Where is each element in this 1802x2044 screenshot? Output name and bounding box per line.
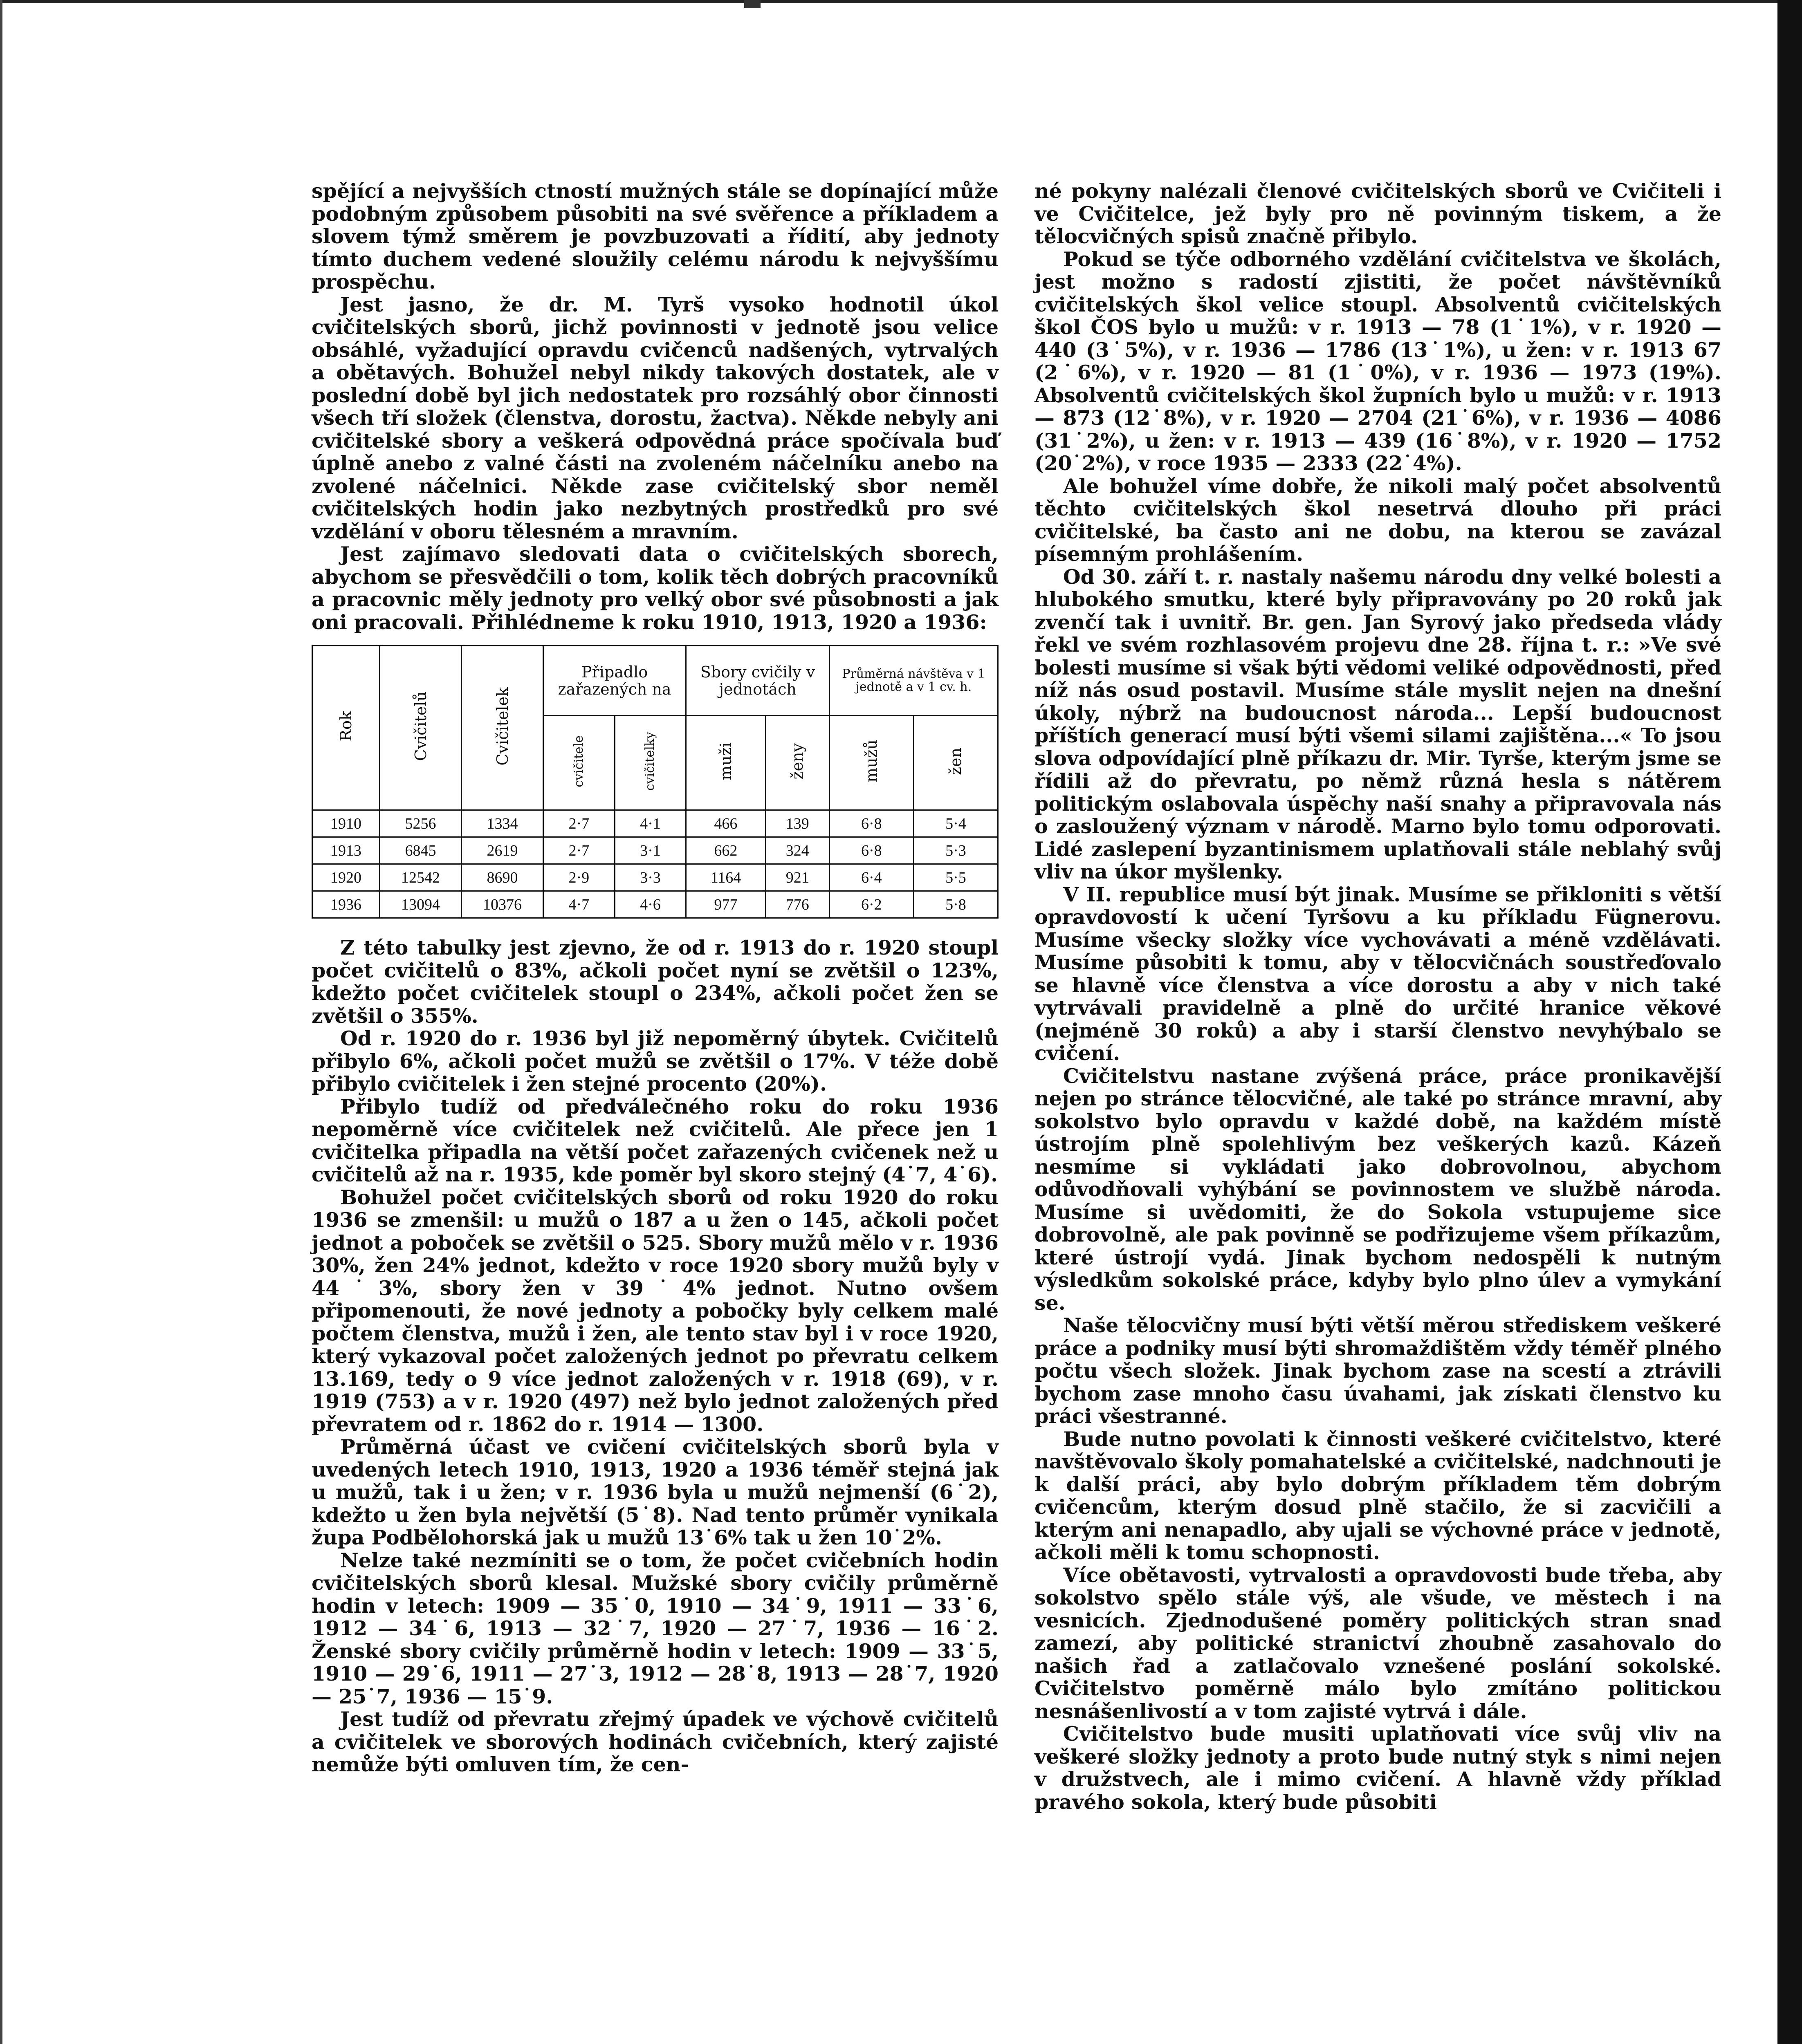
statistics-table-wrapper	[312, 645, 999, 919]
paragraph: Od 30. září t. r. nastaly našemu národu dny velké bolesti a hlubokého smutku, které byly připravovány po 20 roků jak zvenčí tak i uvnitř. Br. gen. Jan Syrový jako předseda vlády řekl ve svém rozhlasovém projevu dne 28. října t. r.: »Ve své bolesti musíme si však býti vědomi veliké odpovědnosti, před níž nás osud postavil. Musíme stále myslit nejen na dnešní úkoly, nýbrž na budoucnost národa... Lepší budoucnost příštích generací musí býti všemi silami zajištěna...« To jsou slova odpovídající plně příkazu dr. Mir. Tyrše, kterým jsme se řídili až do převratu, po němž různá hesla s nátěrem politickým oslabovala úspěchy naší snahy a připravovala nás o zasloužený význam v národě. Marno bylo tomu odporovati. Lidé zaslepení byzantinismem uplatňovali stále neblahý svůj vliv na úkor myšlenky.	[1035, 565, 1721, 883]
table-cell: 6·4	[829, 864, 913, 891]
header-zeny: ženy	[765, 716, 829, 810]
scan-mark	[744, 0, 761, 8]
table-cell: 4·7	[543, 891, 615, 918]
table-cell: 5·5	[913, 864, 998, 891]
header-sbory: Sbory cvičily v jednotách	[686, 646, 830, 716]
table-cell: 2·7	[543, 837, 615, 864]
paragraph: Přibylo tudíž od předválečného roku do roku 1936 nepoměrně více cvičitelek než cvičitelů. Ale přece jen 1 cvičitelka připadla na větší počet zařazených cvičenek než u cvičitelů až na r. 1935, kde poměr byl skoro stejný (4˙7, 4˙6).	[312, 1094, 999, 1186]
paragraph: Nelze také nezmíniti se o tom, že počet cvičebních hodin cvičitelských sborů klesal. Mužské sbory cvičily průměrně hodin v letech: 1909 — 35˙0, 1910 — 34˙9, 1911 — 33˙6, 1912 — 34˙6, 1913 — 32˙7, 1920 — 27˙7, 1936 — 16˙2. Ženské sbory cvičily průměrně hodin v letech: 1909 — 33˙5, 1910 — 29˙6, 1911 — 27˙3, 1912 — 28˙8, 1913 — 28˙7, 1920 — 25˙7, 1936 — 15˙9.	[312, 1548, 999, 1708]
paragraph: Bohužel počet cvičitelských sborů od roku 1920 do roku 1936 se zmenšil: u mužů o 187 a u žen o 145, ačkoli počet jednot a poboček se zvětšil o 525. Sbory mužů mělo v r. 1936 30%, žen 24% jednot, kdežto v roce 1920 sbory mužů byly v 44˙3%, sbory žen v 39˙4% jednot. Nutno ovšem připomenouti, že nové jednoty a pobočky byly celkem malé počtem členstva, mužů i žen, ale tento stav byl i v roce 1920, který vykazoval počet založených jednot po převratu celkem 13.169, tedy o 9 více jednot založených v r. 1918 (69), v r. 1919 (753) a v r. 1920 (497) než bylo jednot založených před převratem od r. 1862 do r. 1914 — 1300.	[312, 1185, 999, 1436]
table-cell: 977	[686, 891, 765, 918]
table-cell: 921	[765, 864, 829, 891]
table-cell: 1920	[312, 864, 380, 891]
table-row	[312, 891, 998, 918]
paragraph: Jest tudíž od převratu zřejmý úpadek ve výchově cvičitelů a cvičitelek ve sborových hodinách cvičebních, který zajisté nemůže býti omluven tím, že cen-	[312, 1707, 999, 1776]
paragraph: Pokud se týče odborného vzdělání cvičitelstva ve školách, jest možno s radostí zjistiti, že počet návštěvníků cvičitelských škol velice stoupl. Absolventů cvičitelských škol ČOS bylo u mužů: v r. 1913 — 78 (1˙1%), v r. 1920 — 440 (3˙5%), v r. 1936 — 1786 (13˙1%), u žen: v r. 1913 67 (2˙6%), v r. 1920 — 81 (1˙0%), v r. 1936 — 1973 (19%). Absolventů cvičitelských škol župních bylo u mužů: v r. 1913 — 873 (12˙8%), v r. 1920 — 2704 (21˙6%), v r. 1936 — 4086 (31˙2%), u žen: v r. 1913 — 439 (16˙8%), v r. 1920 — 1752 (20˙2%), v roce 1935 — 2333 (22˙4%).	[1035, 247, 1721, 475]
table-cell: 466	[686, 810, 765, 837]
paragraph: Jest zajímavo sledovati data o cvičitelských sborech, abychom se přesvědčili o tom, kolik těch dobrých pracovníků a pracovnic měly jednoty pro velký obor své působnosti a jak oni pracovali. Přihlédneme k roku 1910, 1913, 1920 a 1936:	[312, 542, 999, 634]
table-cell: 6845	[380, 837, 462, 864]
table-cell: 1936	[312, 891, 380, 918]
table-cell: 3·1	[615, 837, 686, 864]
table-cell: 5·8	[913, 891, 998, 918]
header-cvicitele: cvičitele	[543, 716, 615, 810]
table-cell: 776	[765, 891, 829, 918]
paragraph: Průměrná účast ve cvičení cvičitelských sborů byla v uvedených letech 1910, 1913, 1920 a 1936 téměř stejná jak u mužů, tak i u žen; v r. 1936 byla u mužů nejmenší (6˙2), kdežto u žen byla největší (5˙8). Nad tento průměr vynikala župa Podbělohorská jak u mužů 13˙6% tak u žen 10˙2%.	[312, 1435, 999, 1549]
paragraph: V II. republice musí být jinak. Musíme se přikloniti s větší opravdovostí k učení Tyršovu a ku příkladu Fügnerovu. Musíme všecky složky více vychovávati a méně vzdělávati. Musíme působiti k tomu, aby v tělocvičnách soustřeďovalo se hlavně více členstva a více dorostu a aby v nich také vytrvávali pravidelně a plně do určité hranice věkové (nejméně 30 roků) a aby i starší členstvo nevyhýbalo se cvičení.	[1035, 882, 1721, 1065]
header-prumerna: Průměrná návštěva v 1 jednotě a v 1 cv. h.	[829, 646, 998, 716]
scan-border-left	[0, 0, 2, 2044]
table-cell: 5·3	[913, 837, 998, 864]
table-cell: 8690	[462, 864, 543, 891]
table-cell: 2619	[462, 837, 543, 864]
table-cell: 139	[765, 810, 829, 837]
paragraph: spějící a nejvyšších ctností mužných stále se dopínající může podobným způsobem působiti na své svěřence a příkladem a slovem týmž směrem je povzbuzovati a řídití, aby jednoty tímto duchem vedené sloužily celému národu k nejvyššímu prospěchu.	[312, 179, 999, 294]
table-cell: 6·8	[829, 837, 913, 864]
table-cell: 1910	[312, 810, 380, 837]
table-row	[312, 864, 998, 891]
right-column	[1035, 180, 1721, 1813]
paragraph: Více obětavosti, vytrvalosti a opravdovosti bude třeba, aby sokolstvo spělo stále výš, ale všude, ve městech i na vesnicích. Zjednodušené poměry politických stran snad zamezí, aby politické stranictví zhoubně zasahovalo do našich řad a zatlačovalo vznešené poslání sokolské. Cvičitelstvo poměrně málo bylo zmítáno politickou nesnášenlivostí a v tom zajisté vytrvá i dále.	[1035, 1563, 1721, 1723]
table-cell: 5256	[380, 810, 462, 837]
table-cell: 4·6	[615, 891, 686, 918]
header-cvicitelek: Cvičitelek	[462, 646, 543, 810]
table-cell: 1334	[462, 810, 543, 837]
header-cvicitelu: Cvičitelů	[380, 646, 462, 810]
header-muzu: mužů	[829, 716, 913, 810]
scan-border-right	[1777, 0, 1802, 2044]
table-cell: 1164	[686, 864, 765, 891]
table-cell: 2·7	[543, 810, 615, 837]
scan-border-top	[0, 0, 1802, 3]
table-cell: 10376	[462, 891, 543, 918]
header-pripadlo: Připadlo zařazených na	[543, 646, 686, 716]
header-rok: Rok	[312, 646, 380, 810]
paragraph: Od r. 1920 do r. 1936 byl již nepoměrný úbytek. Cvičitelů přibylo 6%, ačkoli počet mužů se zvětšil o 17%. V téže době přibylo cvičitelek i žen stejné procento (20%).	[312, 1026, 999, 1096]
paragraph: Jest jasno, že dr. M. Tyrš vysoko hodnotil úkol cvičitelských sborů, jichž povinnosti v jednotě jsou velice obsáhlé, vyžadující opravdu cvičenců nadšených, vytrvalých a obětavých. Bohužel nebyl nikdy takových dostatek, ale v poslední době byl jich nedostatek pro rozsáhlý obor činnosti všech tří složek (členstva, dorostu, žactva). Někde nebyly ani cvičitelské sbory a veškerá odpovědná práce spočívala buď úplně anebo z valné části na zvoleném náčelníku anebo na zvolené náčelnici. Někde zase cvičitelský sbor neměl cvičitelských hodin jako nezbytných prostředků pro své vzdělání v oboru tělesném a mravním.	[312, 292, 999, 543]
paragraph: Naše tělocvičny musí býti větší měrou střediskem veškeré práce a podniky musí býti shromaždištěm vždy téměř plného počtu všech složek. Jinak bychom zase na scestí a ztrávili bychom zase mnoho času úvahami, jak získati členstvo ku práci všestranné.	[1035, 1313, 1721, 1428]
table-cell: 2·9	[543, 864, 615, 891]
table-cell: 4·1	[615, 810, 686, 837]
paragraph: Cvičitelstvu nastane zvýšená práce, práce pronikavější nejen po stránce tělocvičné, ale také po stránce mravní, aby sokolstvo bylo opravdu v každé době, na každém místě ústrojím plně spolehlivým bez veškerých kazů. Kázeň nesmíme si vykládati jako dobrovolnou, abychom odůvodňovali vyhýbání se povinnostem ve službě národa. Musíme si uvědomiti, že do Sokola vstupujeme sice dobrovolně, ale pak povinně se podřizujeme všem příkazům, které ústrojí vydá. Jinak bychom nedospěli k nutným výsledkům sokolské práce, kdyby bylo plno úlev a vymykání se.	[1035, 1064, 1721, 1315]
left-column	[312, 180, 999, 1776]
table-cell: 324	[765, 837, 829, 864]
table-cell: 6·2	[829, 891, 913, 918]
paragraph: Z této tabulky jest zjevno, že od r. 1913 do r. 1920 stoupl počet cvičitelů o 83%, ačkoli počet nyní se zvětšil o 123%, kdežto počet cvičitelek stoupl o 234%, ačkoli počet žen se zvětšil o 355%.	[312, 936, 999, 1028]
paragraph: Cvičitelstvo bude musiti uplatňovati více svůj vliv na veškeré složky jednoty a proto bude nutný styk s nimi nejen v družstvech, ale i mimo cvičení. A hlavně vždy příklad pravého sokola, který bude působiti	[1035, 1722, 1721, 1814]
table-row	[312, 837, 998, 864]
header-zen: žen	[913, 716, 998, 810]
statistics-table	[312, 645, 999, 919]
header-muzi: muži	[686, 716, 765, 810]
table-cell: 5·4	[913, 810, 998, 837]
table-cell: 13094	[380, 891, 462, 918]
table-cell: 1913	[312, 837, 380, 864]
table-cell: 3·3	[615, 864, 686, 891]
paragraph: né pokyny nalézali členové cvičitelských sborů ve Cvičiteli i ve Cvičitelce, jež byly pro ně povinným tiskem, a že tělocvičných spisů značně přibylo.	[1035, 179, 1721, 248]
paragraph: Ale bohužel víme dobře, že nikoli malý počet absolventů těchto cvičitelských škol nesetrvá dlouho při práci cvičitelské, ba často ani ne dobu, na kterou se zavázal písemným prohlášením.	[1035, 474, 1721, 566]
table-cell: 6·8	[829, 810, 913, 837]
table-cell: 12542	[380, 864, 462, 891]
header-cvicitelky: cvičitelky	[615, 716, 686, 810]
table-row	[312, 810, 998, 837]
table-cell: 662	[686, 837, 765, 864]
paragraph: Bude nutno povolati k činnosti veškeré cvičitelstvo, které navštěvovalo školy pomahatelské a cvičitelské, nadchnouti je k další práci, aby bylo dobrým příkladem těm dobrým cvičencům, kterým dosud plně stačilo, že si zacvičili a kterým ani nenapadlo, aby ujali se výchovné práce v jednotě, ačkoli měli k tomu schopnosti.	[1035, 1427, 1721, 1564]
